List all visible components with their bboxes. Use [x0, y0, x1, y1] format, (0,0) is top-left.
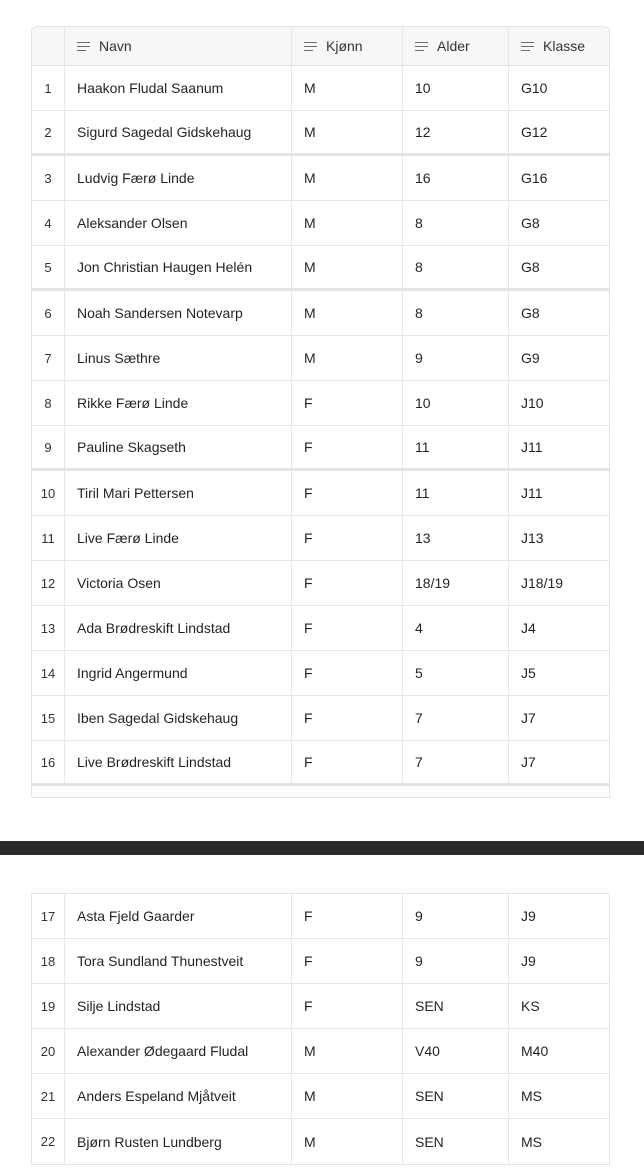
row-number: 22 [32, 1119, 65, 1164]
row-number: 20 [32, 1029, 65, 1073]
cell-alder[interactable]: 11 [403, 426, 509, 468]
row-number-header [32, 27, 65, 65]
row-number: 9 [32, 426, 65, 468]
table-row[interactable] [32, 111, 609, 156]
column-header-klasse[interactable] [509, 27, 609, 65]
cell-klasse[interactable]: MS [521, 1088, 542, 1104]
table-row[interactable] [32, 696, 609, 741]
cell-klasse[interactable]: J5 [521, 665, 536, 681]
cell-navn[interactable]: Haakon Fludal Saanum [65, 66, 292, 110]
cell-navn[interactable]: Live Brødreskift Lindstad [65, 741, 292, 783]
cell-kjonn[interactable]: F [292, 939, 403, 983]
cell-alder[interactable]: 7 [403, 741, 509, 783]
table-row[interactable] [32, 1029, 609, 1074]
table-header-row [32, 27, 609, 66]
cell-alder[interactable]: 9 [403, 336, 509, 380]
table-row[interactable] [32, 1074, 609, 1119]
cell-alder[interactable]: 16 [403, 156, 509, 200]
cell-navn[interactable]: Aleksander Olsen [65, 201, 292, 245]
cell-kjonn[interactable]: M [292, 1029, 403, 1073]
table-row[interactable] [32, 426, 609, 471]
row-number: 16 [32, 741, 65, 783]
column-header-kjonn[interactable] [292, 27, 403, 65]
cell-alder[interactable]: SEN [403, 984, 509, 1028]
column-header-navn[interactable] [65, 27, 292, 65]
cell-kjonn[interactable]: F [292, 606, 403, 650]
cell-navn[interactable]: Ingrid Angermund [65, 651, 292, 695]
cell-kjonn[interactable]: M [292, 111, 403, 153]
row-number: 12 [32, 561, 65, 605]
cell-navn[interactable]: Victoria Osen [65, 561, 292, 605]
row-number: 1 [32, 66, 65, 110]
cell-navn[interactable]: Silje Lindstad [65, 984, 292, 1028]
row-number: 14 [32, 651, 65, 695]
column-header-label: Kjønn [326, 38, 363, 54]
cell-alder[interactable]: 5 [403, 651, 509, 695]
table-row[interactable] [32, 381, 609, 426]
text-lines-icon [521, 42, 534, 51]
text-lines-icon [415, 42, 428, 51]
cell-klasse[interactable]: J10 [521, 395, 544, 411]
cell-alder[interactable]: 8 [403, 201, 509, 245]
cell-navn[interactable]: Noah Sandersen Notevarp [65, 291, 292, 335]
cell-navn[interactable]: Sigurd Sagedal Gidskehaug [65, 111, 292, 153]
cell-kjonn[interactable]: F [292, 471, 403, 515]
cell-klasse[interactable]: J9 [521, 908, 536, 924]
cell-alder[interactable]: 9 [403, 894, 509, 938]
table-row[interactable] [32, 516, 609, 561]
cell-klasse[interactable]: M40 [521, 1043, 549, 1059]
cell-alder[interactable]: 8 [403, 291, 509, 335]
cell-navn[interactable]: Tora Sundland Thunestveit [65, 939, 292, 983]
cell-klasse[interactable]: J7 [521, 710, 536, 726]
cell-alder[interactable]: V40 [403, 1029, 509, 1073]
cell-alder[interactable]: 13 [403, 516, 509, 560]
row-number: 11 [32, 516, 65, 560]
cell-kjonn[interactable]: F [292, 426, 403, 468]
cell-navn[interactable]: Ada Brødreskift Lindstad [65, 606, 292, 650]
cell-kjonn[interactable]: M [292, 156, 403, 200]
table-top-section [31, 26, 610, 798]
cell-navn[interactable]: Tiril Mari Pettersen [65, 471, 292, 515]
table-footer-strip [32, 786, 609, 798]
table-row[interactable] [32, 606, 609, 651]
cell-kjonn[interactable]: F [292, 894, 403, 938]
column-header-label: Navn [99, 38, 132, 54]
cell-kjonn[interactable]: F [292, 651, 403, 695]
cell-alder[interactable]: 10 [403, 66, 509, 110]
column-header-alder[interactable] [403, 27, 509, 65]
table-row[interactable] [32, 471, 609, 516]
cell-kjonn[interactable]: F [292, 381, 403, 425]
row-number: 2 [32, 111, 65, 153]
row-number: 19 [32, 984, 65, 1028]
text-lines-icon [77, 42, 90, 51]
cell-klasse[interactable]: J11 [521, 439, 543, 455]
cell-navn[interactable]: Live Færø Linde [65, 516, 292, 560]
table-body-top [32, 66, 609, 786]
table-row[interactable] [32, 939, 609, 984]
cell-kjonn[interactable]: M [292, 336, 403, 380]
table-bottom-section [31, 893, 610, 1165]
cell-klasse[interactable]: MS [521, 1133, 542, 1150]
table-row[interactable] [32, 66, 609, 111]
cell-navn[interactable]: Jon Christian Haugen Helén [65, 246, 292, 288]
cell-kjonn[interactable]: M [292, 66, 403, 110]
cell-alder[interactable]: 9 [403, 939, 509, 983]
table-row[interactable] [32, 984, 609, 1029]
cell-navn[interactable]: Iben Sagedal Gidskehaug [65, 696, 292, 740]
cell-klasse[interactable]: G12 [521, 124, 548, 140]
row-number: 21 [32, 1074, 65, 1118]
cell-kjonn[interactable]: M [292, 1119, 403, 1164]
row-number: 8 [32, 381, 65, 425]
table-row[interactable] [32, 894, 609, 939]
cell-kjonn[interactable]: F [292, 516, 403, 560]
cell-alder[interactable]: 11 [403, 471, 509, 515]
cell-navn[interactable]: Asta Fjeld Gaarder [65, 894, 292, 938]
cell-kjonn[interactable]: F [292, 984, 403, 1028]
cell-alder[interactable]: 4 [403, 606, 509, 650]
cell-kjonn[interactable]: F [292, 696, 403, 740]
table-row[interactable] [32, 156, 609, 201]
cell-klasse[interactable]: J7 [521, 754, 536, 770]
cell-klasse[interactable]: J9 [521, 953, 536, 969]
cell-klasse[interactable]: J13 [521, 530, 544, 546]
table-row[interactable] [32, 291, 609, 336]
cell-klasse[interactable]: G9 [521, 350, 540, 366]
row-number: 10 [32, 471, 65, 515]
row-number: 18 [32, 939, 65, 983]
cell-kjonn[interactable]: M [292, 291, 403, 335]
cell-kjonn[interactable]: F [292, 741, 403, 783]
cell-kjonn[interactable]: M [292, 201, 403, 245]
cell-klasse[interactable]: J11 [521, 485, 543, 501]
text-lines-icon [304, 42, 317, 51]
table-row[interactable] [32, 201, 609, 246]
cell-navn[interactable]: Alexander Ødegaard Fludal [65, 1029, 292, 1073]
cell-navn[interactable]: Linus Sæthre [65, 336, 292, 380]
cell-klasse[interactable]: G8 [521, 305, 540, 321]
cell-navn[interactable]: Ludvig Færø Linde [65, 156, 292, 200]
cell-alder[interactable]: 7 [403, 696, 509, 740]
cell-navn[interactable]: Pauline Skagseth [65, 426, 292, 468]
row-number: 17 [32, 894, 65, 938]
cell-alder[interactable]: SEN [403, 1119, 509, 1164]
cell-klasse[interactable]: J18/19 [521, 575, 564, 591]
cell-navn[interactable]: Bjørn Rusten Lundberg [65, 1119, 292, 1164]
cell-klasse[interactable]: J4 [521, 620, 536, 636]
cell-navn[interactable]: Anders Espeland Mjåtveit [65, 1074, 292, 1118]
table-row[interactable] [32, 246, 609, 291]
row-number: 4 [32, 201, 65, 245]
row-number: 13 [32, 606, 65, 650]
row-number: 5 [32, 246, 65, 288]
cell-alder[interactable]: SEN [403, 1074, 509, 1118]
row-number: 3 [32, 156, 65, 200]
table-row[interactable] [32, 1119, 609, 1164]
cell-klasse[interactable]: G10 [521, 80, 548, 96]
cell-klasse[interactable]: G8 [521, 259, 540, 275]
cell-alder[interactable]: 8 [403, 246, 509, 288]
cell-alder[interactable]: 18/19 [403, 561, 509, 605]
cell-kjonn[interactable]: F [292, 561, 403, 605]
column-header-label: Klasse [543, 38, 586, 54]
cell-klasse[interactable]: G16 [521, 170, 548, 186]
screenshot-divider [0, 841, 644, 855]
row-number: 7 [32, 336, 65, 380]
cell-navn[interactable]: Rikke Færø Linde [65, 381, 292, 425]
cell-kjonn[interactable]: M [292, 246, 403, 288]
table-row[interactable] [32, 651, 609, 696]
cell-alder[interactable]: 12 [403, 111, 509, 153]
cell-klasse[interactable]: KS [521, 998, 540, 1014]
table-row[interactable] [32, 336, 609, 381]
table-row[interactable] [32, 561, 609, 606]
table-row[interactable] [32, 741, 609, 786]
row-number: 15 [32, 696, 65, 740]
cell-alder[interactable]: 10 [403, 381, 509, 425]
column-header-label: Alder [437, 38, 470, 54]
cell-kjonn[interactable]: M [292, 1074, 403, 1118]
row-number: 6 [32, 291, 65, 335]
table-body-bottom [32, 894, 609, 1164]
cell-klasse[interactable]: G8 [521, 215, 540, 231]
